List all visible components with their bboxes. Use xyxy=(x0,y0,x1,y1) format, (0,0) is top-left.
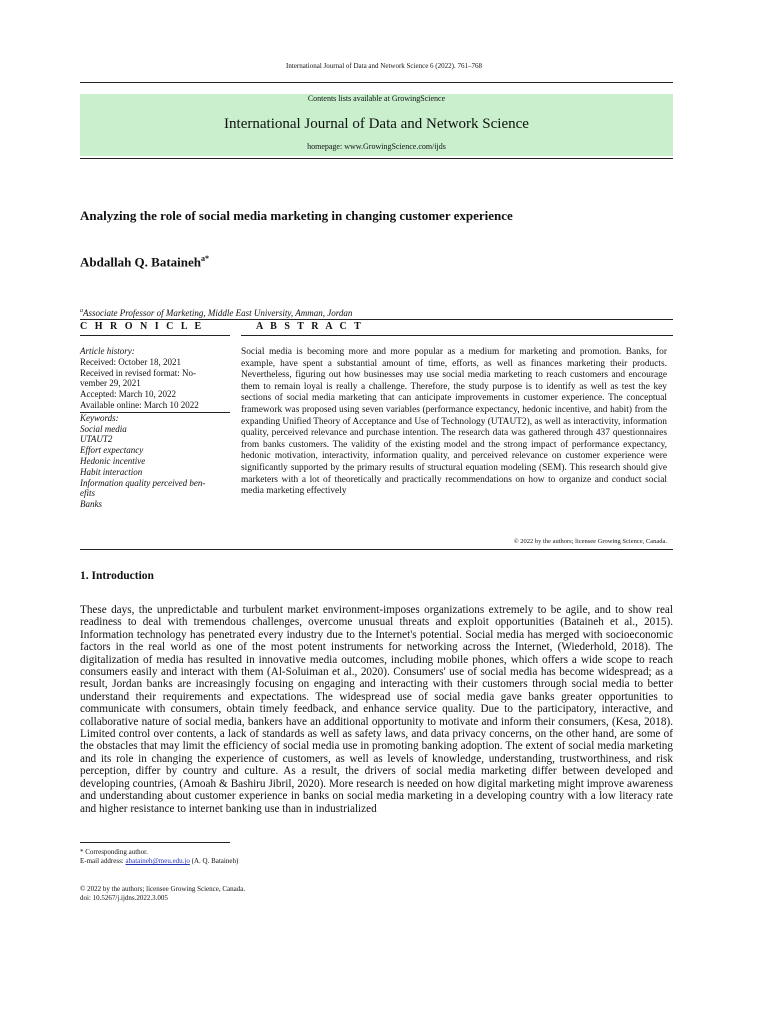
footer-copyright: © 2022 by the authors; licensee Growing Science, Canada. xyxy=(80,885,246,893)
affiliation-rule xyxy=(80,319,673,320)
footnote-rule xyxy=(80,842,230,843)
email-line xyxy=(80,857,238,866)
keyword: Information quality perceived ben- xyxy=(80,477,206,488)
chronicle-label: C H R O N I C L E xyxy=(80,321,204,332)
abstract-text: Social media is becoming more and more popular as a medium for marketing and promotion. Banks, for example, have spent a substantial amount of time, efforts, as well as finances marketing their products. Nevertheless, figuring out how businesses may use social media marketing to reach customers and encourage them to remain loyal is really a challenge. Therefore, the study purpose is to identify as well as test the key sections of social media marketing that can anticipate improvements in customer experience. The conceptual framework was proposed using seven variables (performance expectancy, hedonic incentive, and habit) from the expanding Unified Theory of Acceptance and Use of Technology (UTAUT2), as well as interactivity, information quality, perceived relevance and purchase intention. The research data was gathered through 437 questionnaires from banks customers. The validity of the existing model and the strong impact of performance expectancy, hedonic motivation, interactivity, information quality, and perceived relevance on customer experience were significantly supported by the primary results of structural equation modeling (SEM). This research should give marketers with a lot of theoretically and practically recommendations on how to organize and conduct social media marketing effectively xyxy=(241,347,667,497)
abstract-copyright: © 2022 by the authors; licensee Growing Science, Canada. xyxy=(513,538,667,545)
email-link[interactable]: abataineh@meu.edu.jo xyxy=(125,857,190,865)
keyword: Habit interaction xyxy=(80,466,143,477)
banner-rule xyxy=(80,158,673,159)
article-title: Analyzing the role of social media marketing in changing customer experience xyxy=(80,208,513,223)
corresponding-author-note: * Corresponding author. xyxy=(80,848,148,856)
affiliation-text: Associate Professor of Marketing, Middle East University, Amman, Jordan xyxy=(83,308,353,318)
affiliation xyxy=(80,308,352,318)
journal-homepage[interactable]: homepage: www.GrowingScience.com/ijds xyxy=(307,142,446,151)
section-heading-introduction: 1. Introduction xyxy=(80,570,154,582)
accepted-date: Accepted: March 10, 2022 xyxy=(80,389,176,400)
keyword: Effort expectancy xyxy=(80,445,144,456)
history-heading: Article history: xyxy=(80,346,135,356)
email-suffix: (A. Q. Bataineh) xyxy=(189,857,239,865)
header-rule xyxy=(80,82,673,83)
contents-availability: Contents lists available at GrowingScience xyxy=(307,94,446,103)
affiliation-mark: a xyxy=(80,308,83,314)
keyword: Social media xyxy=(80,423,127,434)
keyword: UTAUT2 xyxy=(80,434,113,445)
doi[interactable]: doi: 10.5267/j.ijdns.2022.3.005 xyxy=(80,894,168,902)
abstract-rule xyxy=(241,335,673,336)
email-label: E-mail address: xyxy=(80,857,126,865)
keyword: Hedonic incentive xyxy=(80,455,146,466)
received-date: Received: October 18, 2021 xyxy=(80,356,181,367)
page-footer xyxy=(80,885,245,903)
keyword: Banks xyxy=(80,499,102,510)
introduction-body: These days, the unpredictable and turbulent market environment-imposes organizations extremely to be agile, and to show real readiness to deal with tremendous challenges, overcome unusual threats and exploit opportunities (Bataineh et al., 2015). Information technology has penetrated every industry due to the Internet's potential. Social media has merged with socioeconomic factors in the real world as one of the most potent instruments for networking across the Internet, (Wiederhold, 2018). The digitalization of media has resulted in innovative media outcomes, including mobile phones, which offers a wide scope to reach consumers easily and interact with them (Al-Soluiman et al., 2020). Consumers' use of social media has become widespread; as a result, Jordan banks are increasingly focusing on engaging and interacting with their customers through social media to better understand their requirements and expectations. The widespread use of social media gave banks greater opportunities to communicate with consumers, obtain timely feedback, and enhance service quality. Due to the participatory, interactive, and collaborative nature of social media, bankers have an additional opportunity to motivate and inform their consumers, (Kesa, 2018). Limited control over contents, a lack of standards as well as safety laws, and data privacy concerns, on the other hand, are some of the obstacles that may limit the efficiency of social media use in promoting banking adoption. The extent of social media marketing and its role in changing the experience of customers, as well as levels of knowledge, understanding, trustworthiness, and risk perception, differ by country and culture. As a result, the drivers of social media marketing differ between developed and developing countries, (Amoah & Bashiru Jibril, 2020). More research is needed on how digital marketing might improve awareness and understanding about customer experience in banks on social media marketing in a developing country with a low literacy rate and higher resistance to internet banking use than in industrialized xyxy=(80,604,673,815)
abstract-bottom-rule xyxy=(80,549,673,550)
revised-date-line1: Received in revised format: No- xyxy=(80,367,196,378)
running-header: International Journal of Data and Network Science 6 (2022). 761–768 xyxy=(286,62,482,70)
footnote xyxy=(80,848,238,866)
revised-date-line2: vember 29, 2021 xyxy=(80,378,141,389)
keywords-heading: Keywords: xyxy=(80,412,119,423)
keyword: efits xyxy=(80,488,95,499)
abstract-label: A B S T R A C T xyxy=(256,321,364,332)
author xyxy=(80,254,209,270)
online-date: Available online: March 10 2022 xyxy=(80,399,199,410)
author-name: Abdallah Q. Bataineh xyxy=(80,254,202,270)
journal-name: International Journal of Data and Network Science xyxy=(224,116,529,132)
author-affiliation-mark: a* xyxy=(201,254,210,263)
article-history xyxy=(80,346,230,510)
chronicle-rule xyxy=(80,335,230,336)
